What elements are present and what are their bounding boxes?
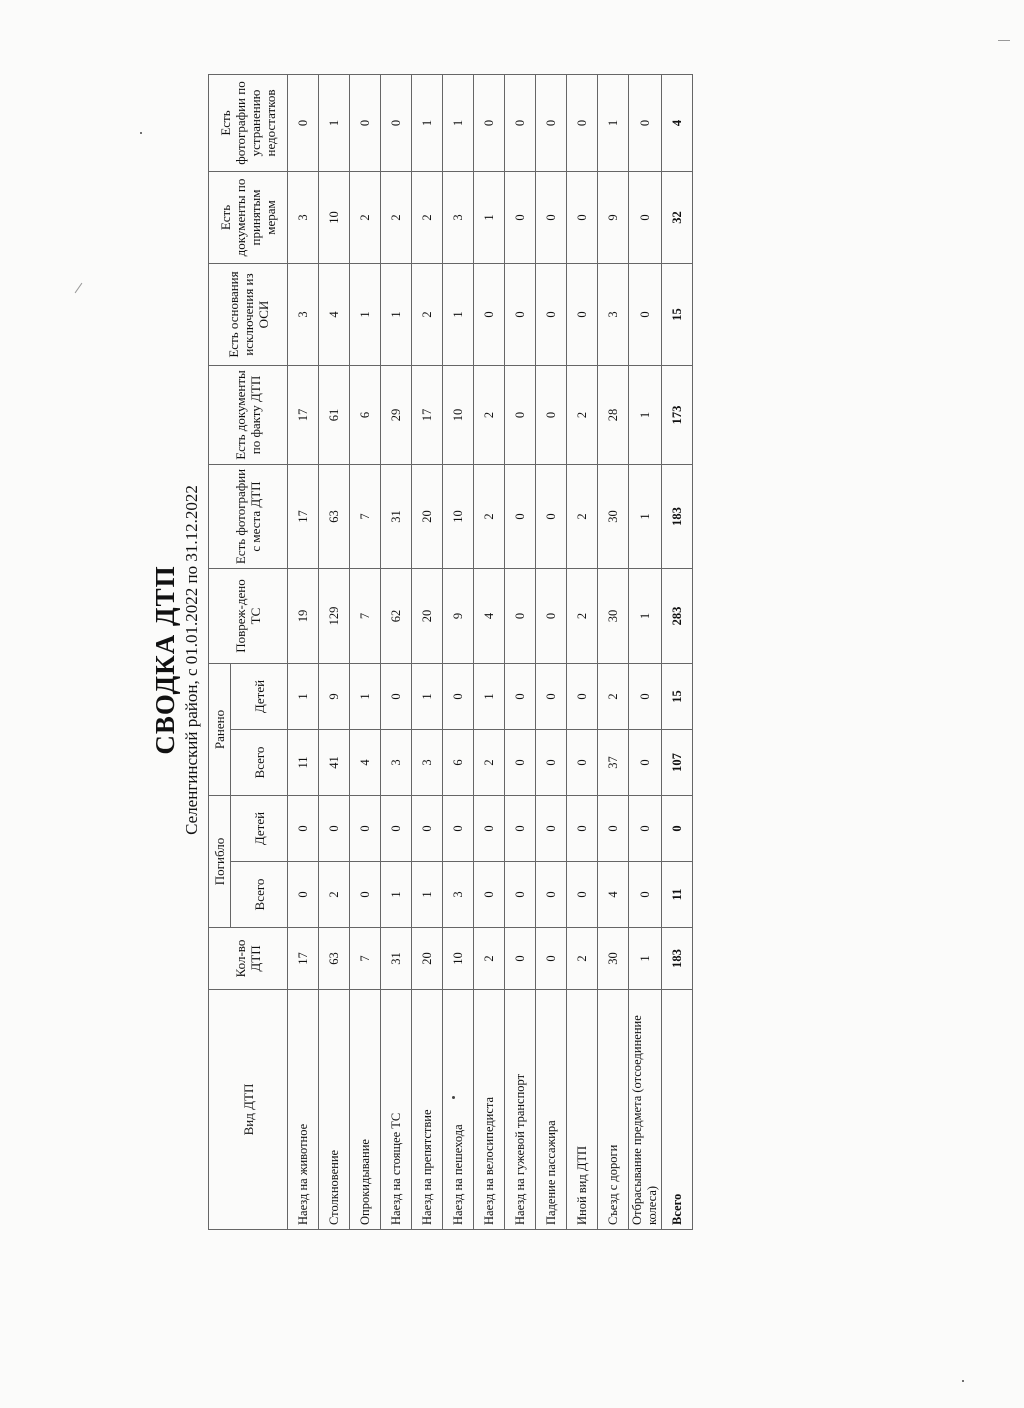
cell-grounds: 1: [381, 264, 412, 366]
cell-injured-children: 1: [412, 664, 443, 730]
cell-grounds: 1: [443, 264, 474, 366]
header-docs-fact: Есть документы по факту ДТП: [209, 366, 288, 465]
cell-damaged: 0: [536, 569, 567, 664]
cell-docs-measures: 2: [381, 172, 412, 264]
cell-damaged: 9: [443, 569, 474, 664]
cell-injured: 0: [505, 730, 536, 796]
cell-count: 2: [474, 928, 505, 990]
totals-row: [662, 75, 693, 1230]
scan-speck: [962, 1380, 964, 1382]
cell-injured-children: 0: [381, 664, 412, 730]
cell-grounds: 0: [567, 264, 598, 366]
cell-docs-fact: 1: [629, 366, 662, 465]
cell-docs-fact: 10: [443, 366, 474, 465]
cell-photos-fix: 0: [505, 75, 536, 172]
cell-docs-measures: 0: [629, 172, 662, 264]
cell-count: 0: [536, 928, 567, 990]
cell-docs-fact: 61: [319, 366, 350, 465]
cell-photos-site: 183: [662, 465, 693, 569]
cell-docs-measures: 9: [598, 172, 629, 264]
cell-count: 0: [505, 928, 536, 990]
header-injured-total: Всего: [231, 730, 288, 796]
cell-name: Наезд на препятствие: [412, 990, 443, 1230]
cell-grounds: 2: [412, 264, 443, 366]
cell-name: Столкновение: [319, 990, 350, 1230]
cell-docs-measures: 0: [567, 172, 598, 264]
cell-docs-fact: 17: [412, 366, 443, 465]
scan-mark: [998, 40, 1010, 41]
cell-count: 10: [443, 928, 474, 990]
cell-injured-children: 0: [536, 664, 567, 730]
header-grounds: Есть основания исключения из ОСИ: [209, 264, 288, 366]
cell-killed-children: 0: [412, 796, 443, 862]
cell-injured: 0: [567, 730, 598, 796]
cell-grounds: 0: [629, 264, 662, 366]
cell-count: 31: [381, 928, 412, 990]
table-row: [319, 75, 350, 1230]
cell-docs-measures: 3: [443, 172, 474, 264]
table-row: [412, 75, 443, 1230]
cell-killed: 0: [350, 862, 381, 928]
cell-count: 183: [662, 928, 693, 990]
cell-photos-fix: 0: [629, 75, 662, 172]
cell-docs-measures: 1: [474, 172, 505, 264]
cell-damaged: 7: [350, 569, 381, 664]
document-title: СВОДКА ДТП: [150, 565, 180, 755]
cell-killed: 0: [536, 862, 567, 928]
cell-damaged: 4: [474, 569, 505, 664]
cell-killed-children: 0: [288, 796, 319, 862]
cell-name: Наезд на пешехода: [443, 990, 474, 1230]
table-row: [381, 75, 412, 1230]
cell-photos-site: 2: [474, 465, 505, 569]
cell-injured-children: 1: [474, 664, 505, 730]
cell-killed: 0: [629, 862, 662, 928]
cell-damaged: 19: [288, 569, 319, 664]
cell-name: Наезд на велосипедиста: [474, 990, 505, 1230]
header-count: Кол-во ДТП: [209, 928, 288, 990]
cell-photos-fix: 0: [474, 75, 505, 172]
cell-killed-children: 0: [567, 796, 598, 862]
cell-photos-fix: 0: [288, 75, 319, 172]
cell-name: Наезд на гужевой транспорт: [505, 990, 536, 1230]
cell-killed: 0: [505, 862, 536, 928]
cell-injured: 37: [598, 730, 629, 796]
cell-killed-children: 0: [443, 796, 474, 862]
cell-grounds: 3: [598, 264, 629, 366]
cell-docs-measures: 10: [319, 172, 350, 264]
cell-photos-site: 31: [381, 465, 412, 569]
table-header-row: [209, 75, 231, 1230]
cell-count: 17: [288, 928, 319, 990]
cell-name: Наезд на стоящее ТС: [381, 990, 412, 1230]
cell-damaged: 0: [505, 569, 536, 664]
cell-damaged: 62: [381, 569, 412, 664]
cell-photos-site: 7: [350, 465, 381, 569]
cell-injured: 0: [536, 730, 567, 796]
header-photos-site: Есть фотографии с места ДТП: [209, 465, 288, 569]
cell-killed-children: 0: [381, 796, 412, 862]
table-row: [474, 75, 505, 1230]
cell-damaged: 129: [319, 569, 350, 664]
cell-docs-fact: 28: [598, 366, 629, 465]
cell-killed: 11: [662, 862, 693, 928]
cell-count: 2: [567, 928, 598, 990]
cell-killed-children: 0: [662, 796, 693, 862]
table-row: [567, 75, 598, 1230]
cell-photos-site: 0: [505, 465, 536, 569]
cell-photos-fix: 0: [350, 75, 381, 172]
cell-photos-site: 10: [443, 465, 474, 569]
cell-photos-fix: 1: [412, 75, 443, 172]
cell-killed: 1: [412, 862, 443, 928]
cell-docs-fact: 17: [288, 366, 319, 465]
cell-killed: 2: [319, 862, 350, 928]
cell-injured: 2: [474, 730, 505, 796]
header-photos-fix: Есть фотографии по устранению недостатков: [209, 75, 288, 172]
cell-name: Падение пассажира: [536, 990, 567, 1230]
cell-grounds: 3: [288, 264, 319, 366]
cell-photos-fix: 1: [319, 75, 350, 172]
document-sheet: [150, 70, 720, 1250]
cell-injured-children: 0: [567, 664, 598, 730]
header-killed-group: Погибло: [209, 796, 231, 928]
cell-killed: 1: [381, 862, 412, 928]
cell-damaged: 2: [567, 569, 598, 664]
cell-photos-fix: 1: [443, 75, 474, 172]
header-type: Вид ДТП: [209, 990, 288, 1230]
cell-killed: 3: [443, 862, 474, 928]
cell-photos-fix: 4: [662, 75, 693, 172]
cell-docs-measures: 0: [536, 172, 567, 264]
cell-docs-fact: 6: [350, 366, 381, 465]
cell-killed-children: 0: [629, 796, 662, 862]
cell-killed-children: 0: [505, 796, 536, 862]
cell-injured: 0: [629, 730, 662, 796]
header-killed-total: Всего: [231, 862, 288, 928]
cell-injured-children: 9: [319, 664, 350, 730]
cell-damaged: 20: [412, 569, 443, 664]
cell-photos-site: 0: [536, 465, 567, 569]
cell-killed-children: 0: [598, 796, 629, 862]
cell-grounds: 1: [350, 264, 381, 366]
cell-killed-children: 0: [474, 796, 505, 862]
cell-grounds: 4: [319, 264, 350, 366]
table-row: [598, 75, 629, 1230]
header-injured-group: Ранено: [209, 664, 231, 796]
cell-docs-fact: 0: [536, 366, 567, 465]
scan-speck: [140, 132, 142, 134]
cell-grounds: 0: [536, 264, 567, 366]
cell-grounds: 0: [474, 264, 505, 366]
cell-count: 7: [350, 928, 381, 990]
cell-injured-children: 15: [662, 664, 693, 730]
cell-photos-site: 63: [319, 465, 350, 569]
cell-injured: 41: [319, 730, 350, 796]
cell-docs-fact: 173: [662, 366, 693, 465]
scan-mark: [75, 283, 83, 293]
document-subtitle: Селенгинский район, с 01.01.2022 по 31.12.2022: [182, 485, 201, 835]
cell-docs-measures: 0: [505, 172, 536, 264]
cell-name: Опрокидывание: [350, 990, 381, 1230]
cell-name: Иной вид ДТП: [567, 990, 598, 1230]
cell-injured-children: 1: [288, 664, 319, 730]
cell-injured-children: 2: [598, 664, 629, 730]
table-row: [350, 75, 381, 1230]
header-damaged: Повреж-дено ТС: [209, 569, 288, 664]
cell-killed: 0: [474, 862, 505, 928]
cell-count: 20: [412, 928, 443, 990]
cell-damaged: 1: [629, 569, 662, 664]
cell-injured: 3: [412, 730, 443, 796]
header-docs-measures: Есть документы по принятым мерам: [209, 172, 288, 264]
header-killed-children: Детей: [231, 796, 288, 862]
cell-grounds: 0: [505, 264, 536, 366]
cell-photos-fix: 1: [598, 75, 629, 172]
cell-docs-fact: 2: [567, 366, 598, 465]
table-row: [505, 75, 536, 1230]
cell-killed-children: 0: [319, 796, 350, 862]
cell-injured: 11: [288, 730, 319, 796]
cell-photos-fix: 0: [381, 75, 412, 172]
cell-docs-measures: 2: [350, 172, 381, 264]
cell-photos-site: 20: [412, 465, 443, 569]
cell-damaged: 283: [662, 569, 693, 664]
table-row: [629, 75, 662, 1230]
cell-photos-site: 17: [288, 465, 319, 569]
table-row: [536, 75, 567, 1230]
cell-photos-site: 1: [629, 465, 662, 569]
cell-name: Всего: [662, 990, 693, 1230]
cell-docs-fact: 0: [505, 366, 536, 465]
cell-killed: 0: [288, 862, 319, 928]
cell-docs-measures: 3: [288, 172, 319, 264]
cell-injured-children: 1: [350, 664, 381, 730]
cell-docs-measures: 2: [412, 172, 443, 264]
table-row: [288, 75, 319, 1230]
cell-count: 30: [598, 928, 629, 990]
cell-count: 1: [629, 928, 662, 990]
cell-docs-fact: 29: [381, 366, 412, 465]
cell-damaged: 30: [598, 569, 629, 664]
cell-photos-site: 2: [567, 465, 598, 569]
cell-photos-fix: 0: [536, 75, 567, 172]
header-injured-children: Детей: [231, 664, 288, 730]
cell-name: Отбрасывание предмета (отсоединение колеса): [629, 990, 662, 1230]
cell-photos-site: 30: [598, 465, 629, 569]
table-body: [288, 75, 693, 1230]
cell-killed: 4: [598, 862, 629, 928]
cell-killed-children: 0: [350, 796, 381, 862]
cell-grounds: 15: [662, 264, 693, 366]
cell-injured-children: 0: [629, 664, 662, 730]
cell-injured: 3: [381, 730, 412, 796]
cell-injured: 4: [350, 730, 381, 796]
table-row: [443, 75, 474, 1230]
cell-injured-children: 0: [443, 664, 474, 730]
cell-injured: 107: [662, 730, 693, 796]
cell-killed-children: 0: [536, 796, 567, 862]
cell-docs-measures: 32: [662, 172, 693, 264]
cell-name: Съезд с дороги: [598, 990, 629, 1230]
accident-summary-table: [208, 74, 693, 1230]
cell-injured-children: 0: [505, 664, 536, 730]
cell-name: Наезд на животное: [288, 990, 319, 1230]
cell-photos-fix: 0: [567, 75, 598, 172]
cell-injured: 6: [443, 730, 474, 796]
cell-killed: 0: [567, 862, 598, 928]
cell-count: 63: [319, 928, 350, 990]
cell-docs-fact: 2: [474, 366, 505, 465]
